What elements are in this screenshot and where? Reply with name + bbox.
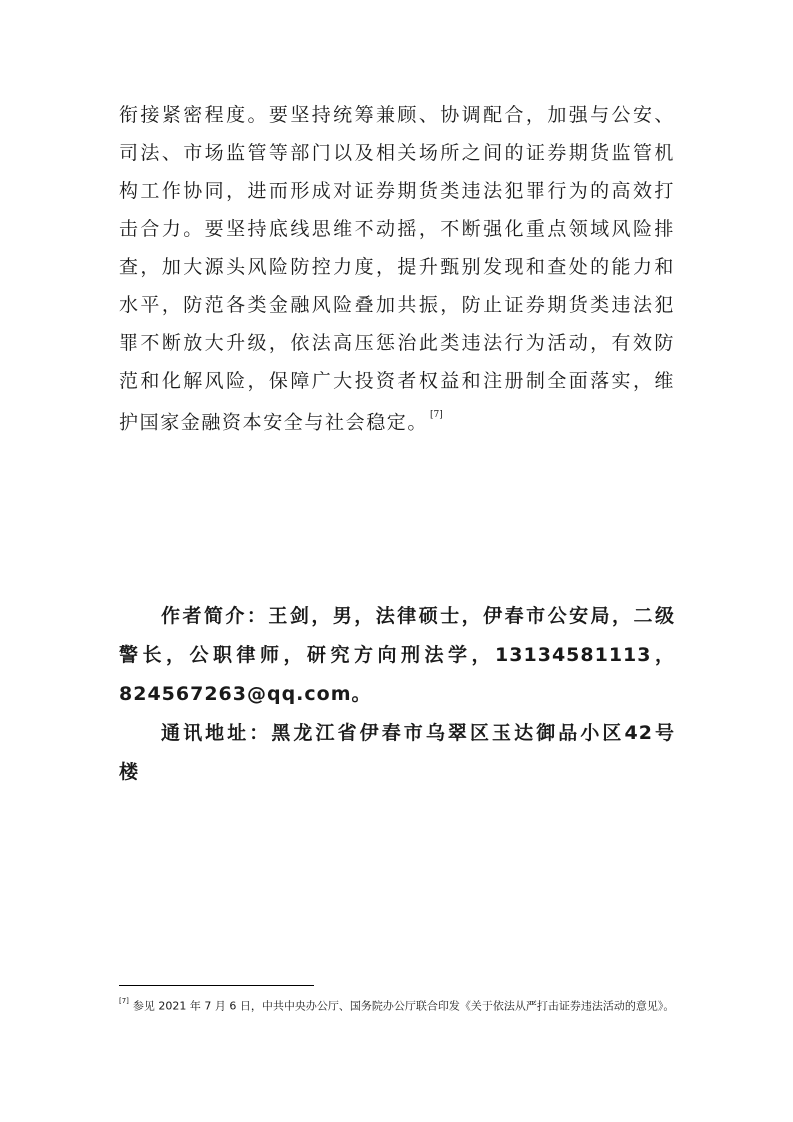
footnote-mark: [7] xyxy=(119,997,129,1005)
body-line: 范和化解风险，保障广大投资者权益和注册制全面落实，维 xyxy=(119,370,675,392)
address-line: 楼 xyxy=(119,761,140,783)
author-email-line: 824567263@qq.com。 xyxy=(119,683,372,705)
footnote-separator xyxy=(119,985,314,986)
body-line: 司法、市场监管等部门以及相关场所之间的证券期货监管机 xyxy=(119,142,675,164)
body-line: 罪不断放大升级，依法高压惩治此类违法行为活动，有效防 xyxy=(119,332,675,354)
footnote-reference[interactable]: [7] xyxy=(430,410,443,420)
author-intro-line: 警长，公职律师，研究方向刑法学，13134581113， xyxy=(119,644,675,666)
body-line: 查，加大源头风险防控力度，提升甄别发现和查处的能力和 xyxy=(119,256,675,278)
body-line: 构工作协同，进而形成对证券期货类违法犯罪行为的高效打 xyxy=(119,180,675,202)
body-line-text: 护国家金融资本安全与社会稳定。 xyxy=(119,411,429,434)
footnote xyxy=(119,995,675,1015)
body-line: 水平，防范各类金融风险叠加共振，防止证券期货类违法犯 xyxy=(119,294,675,316)
address-line: 通讯地址：黑龙江省伊春市乌翠区玉达御品小区42号 xyxy=(161,722,675,744)
body-line: 击合力。要坚持底线思维不动摇，不断强化重点领域风险排 xyxy=(119,218,675,240)
author-intro-line: 作者简介：王剑，男，法律硕士，伊春市公安局，二级 xyxy=(161,605,675,627)
author-bio xyxy=(119,597,675,792)
body-line-last xyxy=(119,400,675,438)
body-paragraph xyxy=(119,96,675,438)
footnote-text: 参见 2021 年 7 月 6 日，中共中央办公厅、国务院办公厅联合印发《关于依法从严打击证券违法活动的意见》。 xyxy=(132,999,675,1013)
body-line: 衔接紧密程度。要坚持统筹兼顾、协调配合，加强与公安、 xyxy=(119,104,675,126)
